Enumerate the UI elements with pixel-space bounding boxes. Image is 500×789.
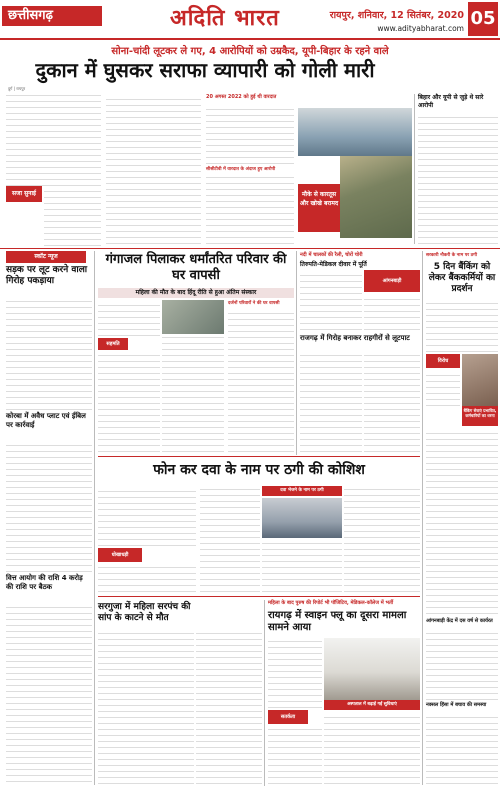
main2-photo	[162, 300, 224, 334]
right-photo-caption: बैंकिंग सेवाएं प्रभावित, कर्मचारियों का धरना	[462, 406, 498, 426]
right-body-1	[426, 302, 498, 352]
left-headline-3: वित्त आयोग की राशि 4 करोड़ की राशि पर बैठक	[6, 574, 83, 591]
lead-photo	[340, 156, 412, 238]
lead-body-col2	[106, 94, 201, 244]
bottom-right-kicker: महिला के बाद पुरुष की रिपोर्ट भी पॉजिटिव, मेडिकल-कॉलेज में भर्ती	[268, 600, 394, 606]
bottom-right-callout: सतर्कता	[268, 710, 308, 724]
right-body-3	[426, 428, 498, 614]
left-headline-2: कोरबा में अवैध प्लाट एवं ईबिल पर कार्रवाई	[6, 412, 86, 429]
sidebar-top-body	[418, 112, 498, 244]
main2-body-2	[98, 352, 160, 452]
newspaper-logo: अदिति भारत	[170, 5, 280, 31]
right-body-2	[426, 370, 460, 406]
left-headline-1: सड़क पर लूट करने वाला गिरोह पकड़ाया	[6, 265, 88, 286]
main3-body-3	[200, 486, 260, 592]
main3-headline: फोन कर दवा के नाम पर ठगी की कोशिश	[153, 462, 365, 478]
bottom-right-body-1	[268, 638, 322, 708]
far-right-body-2	[426, 712, 498, 784]
bottom-right-body-3	[324, 712, 420, 784]
bottom-right-headline: रायगढ़ में स्वाइन फ्लू का दूसरा मामला सामने आया	[268, 610, 407, 633]
main2-body-4	[228, 310, 294, 452]
main3-body-1	[98, 486, 196, 546]
far-right-headline: आंगनबाड़ी केंद्र में दस वर्ष से कार्यरत	[426, 618, 493, 624]
lead-kicker: सोना-चांदी लूटकर ले गए, 4 आरोपियों को उम्रकैद, यूपी-बिहार के रहने वाले	[111, 46, 389, 57]
lead-byline: दुर्ग | रायपुर	[8, 86, 26, 91]
mid-body-3	[300, 354, 362, 452]
far-right-body-1	[426, 630, 498, 700]
main2-body-1	[98, 300, 160, 336]
bottom-left-headline: सरगुजा में महिला सरपंच की सांप के काटने से मौत	[98, 602, 191, 623]
right-headline: 5 दिन बैंकिंग को लेकर बैंककर्मियों का प्रदर्शन	[428, 262, 496, 294]
dateline: रायपुर, शनिवार, 12 सितंबर, 2020	[329, 10, 464, 21]
bottom-right-body-2	[268, 726, 322, 784]
left-body-3	[6, 602, 92, 782]
bottom-divider	[264, 600, 265, 786]
left-kicker: स्कॉट न्यूज	[6, 251, 86, 263]
mid-headline: तिरुपति-मेडिकल दीवार में पूर्ति	[300, 261, 367, 268]
main3-body-5	[344, 486, 420, 592]
main3-callout: धोखाधड़ी	[98, 548, 142, 562]
main2-subhead: दर्जनों परिवारों ने की घर वापसी	[228, 301, 280, 306]
bottom-right-photo	[324, 638, 420, 700]
far-right-sub: नक्सल हिंसा में बचाव की समस्या	[426, 702, 487, 708]
lead-subhead2: सीसीटीवी में वारदात के अंदाज हुए आरोपी	[206, 167, 276, 172]
lead-body-col1	[6, 94, 101, 186]
sidebar-divider	[414, 94, 415, 244]
bottom-left-body-2	[196, 628, 262, 784]
lead-callout: सजा सुनाई	[6, 186, 42, 202]
left-body-2	[6, 440, 92, 572]
bottom-right-photo-caption: अस्पताल में बढ़ाई गई सुविधाएं	[324, 700, 420, 710]
lead-photo-shop	[298, 108, 412, 156]
mid-callout: आंगनबाड़ी	[364, 270, 420, 292]
main3-body-4	[262, 540, 342, 592]
main3-photo-caption: दवा भेजने के नाम पर ठगी	[262, 486, 342, 496]
left-body-1	[6, 300, 92, 410]
bottom-left-body	[98, 628, 194, 784]
lead-subhead: 20 अगस्त 2022 को हुई थी वारदात	[206, 94, 277, 100]
right-divider	[422, 251, 423, 785]
divider-2	[98, 456, 420, 457]
main3-body-2	[98, 564, 196, 592]
right-callout: विरोध	[426, 354, 460, 368]
main2-deck: महिला की मौत के बाद हिंदू रीति से हुआ अंतिम संस्कार	[98, 288, 294, 298]
main2-body-3	[162, 336, 224, 452]
lead-body-col1b	[44, 186, 101, 246]
mid-divider	[296, 251, 297, 455]
divider-1	[0, 248, 500, 249]
divider-3	[98, 596, 420, 597]
section-label: छत्तीसगढ़	[2, 6, 102, 26]
website-link[interactable]: www.adityabharat.com	[377, 24, 464, 33]
right-photo	[462, 354, 498, 406]
main2-headline: गंगाजल पिलाकर धर्मांतरित परिवार की घर वापसी	[105, 252, 287, 283]
left-divider	[94, 251, 95, 785]
page-number: 05	[468, 2, 498, 36]
lead-headline: दुकान में घुसकर सराफा व्यापारी को गोली मारी	[35, 58, 375, 82]
mid-body-2	[364, 294, 420, 330]
mid-headline-2: राजगढ़ में गिरोह बनाकर राहगीरों से लूटपाट	[300, 334, 410, 342]
main3-photo	[262, 498, 342, 538]
sidebar-top-headline: बिहार और यूपी से जुड़े थे सारे आरोपी	[418, 94, 484, 109]
main2-callout: सहमति	[98, 338, 128, 350]
mid-body-4	[364, 354, 420, 452]
lead-photo-caption: मौके से कारतूस और खोखे बरामद	[298, 184, 340, 232]
right-kicker: सरकारी नौकरी के नाम पर ठगी	[426, 253, 477, 258]
lead-body-col3b	[206, 176, 294, 244]
lead-body-col3	[206, 104, 294, 164]
mid-kicker: नदी में चालकों की रैली, चोरों चोरी	[300, 252, 363, 258]
mid-body-1	[300, 270, 362, 330]
